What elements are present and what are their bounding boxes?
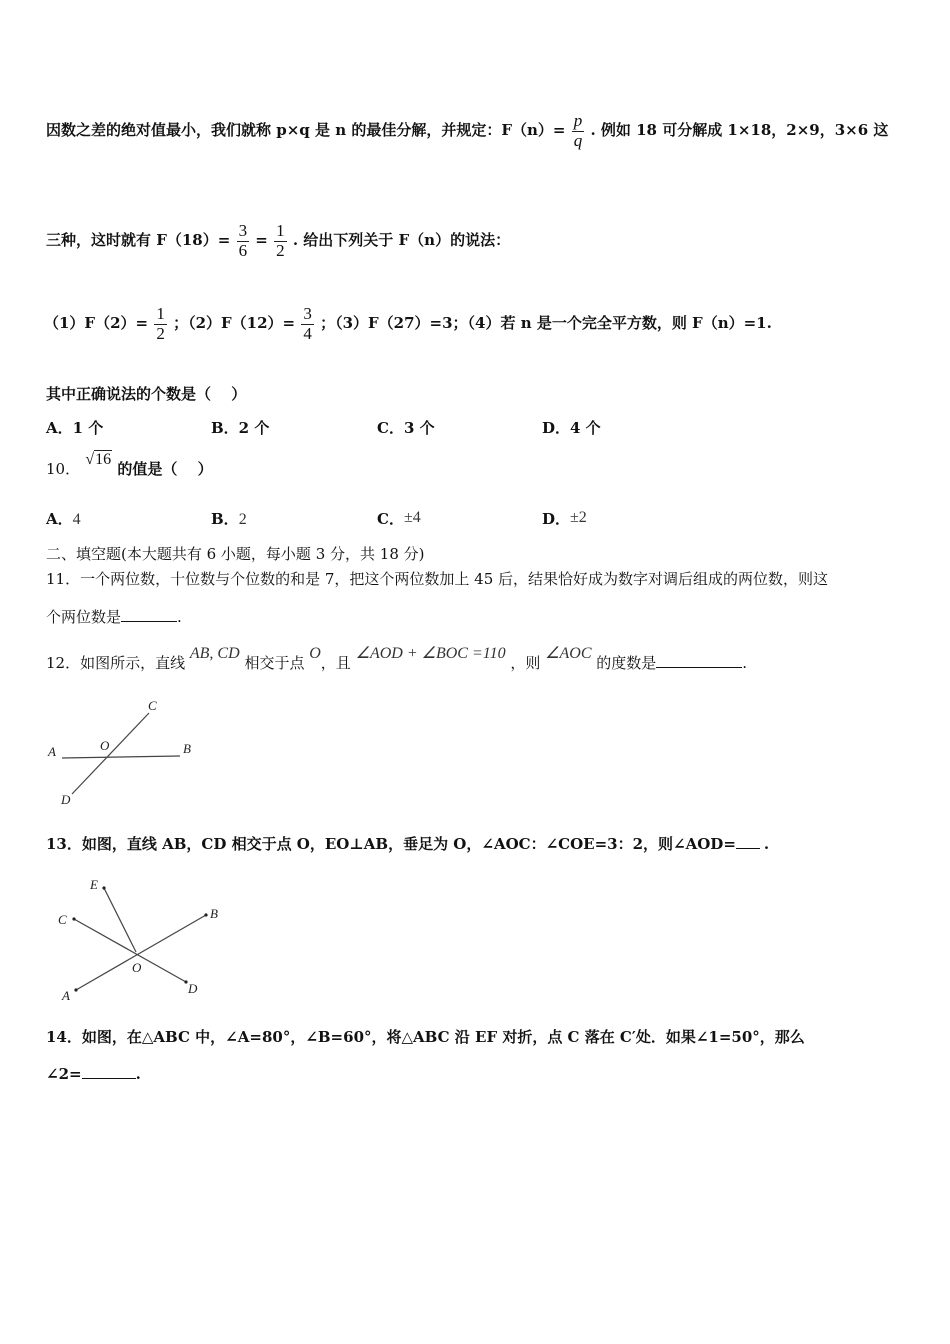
label-c: C: [58, 912, 67, 927]
equals-sign: =: [255, 231, 268, 250]
p9-option-c: C．3 个: [377, 419, 435, 437]
q14-line2: [46, 1065, 141, 1083]
q12-start: 12．如图所示，直线: [46, 654, 186, 672]
line-ab: [76, 915, 206, 990]
q12-then: ，则: [510, 654, 541, 672]
q10-number: 10．: [46, 460, 81, 478]
q14-line2-text: ∠2=: [46, 1065, 82, 1083]
q13-end: .: [763, 835, 770, 853]
fraction-p-over-q: [572, 112, 585, 150]
q10-option-b: [211, 508, 247, 529]
answer-blank: [736, 836, 760, 849]
q12-mid: 相交于点: [244, 654, 305, 672]
answer-blank: [121, 609, 177, 622]
q12-tail: 的度数是: [596, 654, 657, 672]
option-value: 2: [238, 511, 247, 528]
p9-line2-tail: . 给出下列关于 F（n）的说法：: [292, 231, 511, 250]
option-label: C．: [377, 510, 404, 528]
angle-condition: ∠AOD + ∠BOC =110: [355, 645, 506, 662]
q12-figure: [44, 696, 204, 812]
fraction-3-4: [301, 305, 314, 343]
point-o: O: [309, 645, 321, 662]
fraction-3-6: [237, 222, 250, 260]
q10-stem: [46, 451, 213, 479]
p9-question: 其中正确说法的个数是（ ）: [46, 385, 247, 403]
line-ab: [62, 756, 180, 758]
frac-denominator: 2: [276, 240, 285, 260]
option-value: ±2: [570, 509, 587, 526]
angle-aoc: ∠AOC: [545, 645, 592, 662]
point-b: [204, 913, 207, 916]
section-heading: 二、填空题(本大题共有 6 小题，每小题 3 分，共 18 分): [46, 545, 425, 563]
sqrt-16: √16: [85, 451, 112, 468]
line-cd: [72, 713, 149, 794]
label-b: B: [183, 741, 191, 756]
q12-stem: [46, 645, 748, 673]
q14-end: .: [135, 1065, 141, 1083]
p9-option-d: D．4 个: [542, 419, 601, 437]
label-c: C: [148, 698, 157, 713]
option-label: D．: [542, 510, 571, 528]
q11-line2: [46, 606, 182, 627]
frac-denominator: 2: [156, 323, 165, 343]
statement-1: （1）F（2）=: [44, 314, 149, 333]
lines-ab-cd: AB, CD: [189, 645, 240, 662]
q12-end: .: [742, 654, 748, 672]
p9-option-a: A．1 个: [46, 419, 104, 437]
frac-numerator: 3: [238, 221, 248, 240]
option-label: A．: [46, 510, 73, 528]
frac-numerator: p: [573, 111, 583, 130]
label-d: D: [61, 792, 71, 807]
q10-tail: 的值是（ ）: [117, 460, 213, 478]
option-value: 4: [72, 511, 81, 528]
q12-and: ，且: [320, 654, 351, 672]
label-o: O: [132, 960, 142, 975]
p9-line1-tail: . 例如 18 可分解成 1×18，2×9，3×6 这: [590, 121, 889, 140]
p9-line2: [46, 222, 510, 260]
line-eo: [104, 888, 136, 952]
answer-blank: [82, 1066, 136, 1079]
label-a: A: [62, 988, 70, 1003]
label-b: B: [210, 906, 218, 921]
option-value: ±4: [403, 509, 421, 526]
option-label: B．: [211, 510, 239, 528]
point-c: [72, 917, 75, 920]
frac-denominator: q: [573, 130, 583, 150]
q13-text: 13．如图，直线 AB，CD 相交于点 O，EO⊥AB，垂足为 O，∠AOC：∠COE=3：2，则∠AOD=: [46, 835, 736, 853]
frac-numerator: 1: [276, 221, 285, 240]
q14-line1: 14．如图，在△ABC 中，∠A=80°，∠B=60°，将△ABC 沿 EF 对折，点 C 落在 C′处．如果∠1=50°，那么: [46, 1028, 805, 1046]
label-d: D: [188, 981, 198, 996]
frac-denominator: 6: [238, 240, 248, 260]
p9-option-b: B．2 个: [211, 419, 270, 437]
statement-2: ；（2）F（12）=: [173, 314, 296, 333]
p9-line1: [46, 112, 888, 150]
frac-denominator: 4: [303, 323, 312, 343]
q11-line1: 11．一个两位数，十位数与个位数的和是 7，把这个两位数加上 45 后，结果恰好成为数字对调后组成的两位数，则这: [46, 570, 829, 588]
statement-3-4: ；（3）F（27）=3；（4）若 n 是一个完全平方数，则 F（n）=1.: [320, 314, 772, 333]
frac-numerator: 3: [303, 304, 312, 323]
p9-statements: [44, 305, 772, 343]
label-o: O: [100, 738, 110, 753]
p9-line2-start: 三种，这时就有 F（18）=: [46, 231, 231, 250]
frac-numerator: 1: [156, 304, 165, 323]
q13-figure: [54, 872, 234, 1004]
q11-end: .: [177, 608, 182, 626]
point-a: [74, 988, 77, 991]
q13-stem: [46, 833, 769, 854]
answer-blank: [656, 655, 742, 668]
q10-option-a: [46, 508, 81, 529]
q11-line2-text: 个两位数是: [46, 608, 122, 626]
fraction-1-2: [274, 222, 287, 260]
label-e: E: [90, 877, 98, 892]
sqrt-radicand: 16: [95, 451, 112, 468]
q10-option-c: [377, 508, 421, 529]
point-e: [102, 886, 105, 889]
p9-line1-text: 因数之差的绝对值最小，我们就称 p×q 是 n 的最佳分解，并规定：F（n）=: [46, 121, 566, 140]
fraction-1-2: [154, 305, 167, 343]
label-a: A: [48, 744, 56, 759]
line-cd: [74, 919, 186, 982]
q10-option-d: [542, 508, 587, 529]
